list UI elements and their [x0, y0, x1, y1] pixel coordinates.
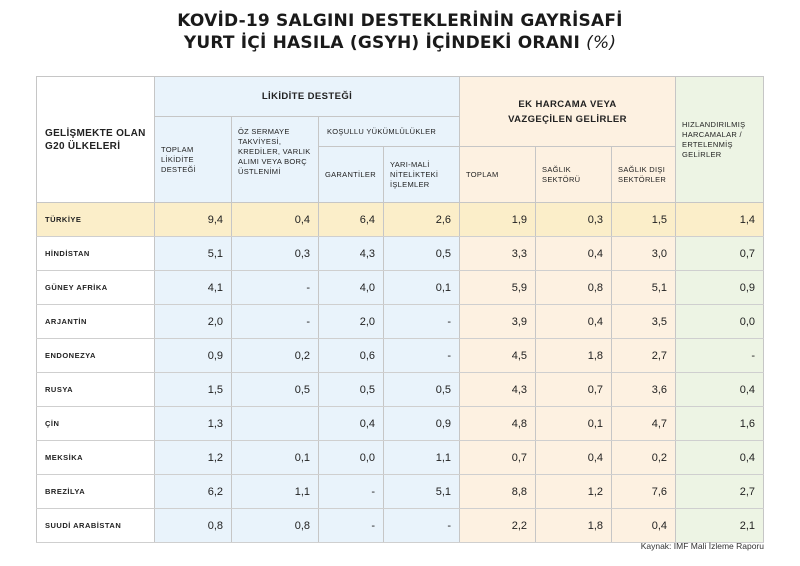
table-row — [37, 407, 764, 441]
page-title — [0, 10, 800, 54]
guarantees-cell: 0,0 — [319, 441, 384, 475]
equity-cell: 1,1 — [232, 475, 319, 509]
total-liquidity-cell: 1,2 — [155, 441, 232, 475]
non-health-header: SAĞLIK DIŞI SEKTÖRLER — [612, 147, 676, 203]
quasi-fiscal-cell: - — [384, 339, 460, 373]
spending-total-cell: 4,8 — [460, 407, 536, 441]
non-health-cell: 3,6 — [612, 373, 676, 407]
health-cell: 1,8 — [536, 339, 612, 373]
spending-group-header: EK HARCAMA VEYA VAZGEÇİLEN GELİRLER — [460, 77, 676, 147]
quasi-fiscal-cell: 2,6 — [384, 203, 460, 237]
table-row — [37, 441, 764, 475]
guarantees-cell: 0,4 — [319, 407, 384, 441]
country-cell: MEKSİKA — [37, 441, 155, 475]
spending-total-cell: 5,9 — [460, 271, 536, 305]
equity-cell: 0,3 — [232, 237, 319, 271]
spending-total-cell: 3,9 — [460, 305, 536, 339]
spending-total-cell: 4,5 — [460, 339, 536, 373]
accelerated-cell: 0,7 — [676, 237, 764, 271]
spending-total-header: TOPLAM — [460, 147, 536, 203]
guarantees-cell: 6,4 — [319, 203, 384, 237]
health-cell: 0,1 — [536, 407, 612, 441]
country-column-header: GELİŞMEKTE OLAN G20 ÜLKELERİ — [37, 77, 155, 203]
accelerated-cell: 0,4 — [676, 373, 764, 407]
country-cell: ARJANTİN — [37, 305, 155, 339]
non-health-cell: 3,0 — [612, 237, 676, 271]
guarantees-cell: 4,0 — [319, 271, 384, 305]
quasi-fiscal-cell: 5,1 — [384, 475, 460, 509]
country-cell: GÜNEY AFRİKA — [37, 271, 155, 305]
accelerated-cell: 0,9 — [676, 271, 764, 305]
total-liquidity-cell: 1,3 — [155, 407, 232, 441]
equity-cell: - — [232, 271, 319, 305]
health-cell: 0,8 — [536, 271, 612, 305]
guarantees-cell: 0,5 — [319, 373, 384, 407]
quasi-fiscal-cell: 0,9 — [384, 407, 460, 441]
health-cell: 1,2 — [536, 475, 612, 509]
contingent-group-header: KOŞULLU YÜKÜMLÜLÜKLER — [319, 117, 460, 147]
table-row — [37, 373, 764, 407]
health-cell: 0,7 — [536, 373, 612, 407]
guarantees-cell: 2,0 — [319, 305, 384, 339]
non-health-cell: 3,5 — [612, 305, 676, 339]
health-cell: 1,8 — [536, 509, 612, 543]
total-liquidity-cell: 4,1 — [155, 271, 232, 305]
accelerated-cell: - — [676, 339, 764, 373]
equity-cell: 0,8 — [232, 509, 319, 543]
quasi-fiscal-cell: - — [384, 305, 460, 339]
table-row — [37, 339, 764, 373]
non-health-cell: 4,7 — [612, 407, 676, 441]
country-cell: RUSYA — [37, 373, 155, 407]
source-note: Kaynak: IMF Mali İzleme Raporu — [640, 541, 764, 551]
total-liquidity-header: TOPLAM LİKİDİTE DESTEĞİ — [155, 117, 232, 203]
table-row — [37, 475, 764, 509]
non-health-cell: 2,7 — [612, 339, 676, 373]
table-row — [37, 509, 764, 543]
quasi-fiscal-cell: 0,1 — [384, 271, 460, 305]
country-cell: TÜRKİYE — [37, 203, 155, 237]
quasi-fiscal-cell: 0,5 — [384, 237, 460, 271]
accelerated-cell: 0,0 — [676, 305, 764, 339]
equity-cell: 0,5 — [232, 373, 319, 407]
equity-cell — [232, 407, 319, 441]
total-liquidity-cell: 9,4 — [155, 203, 232, 237]
non-health-cell: 7,6 — [612, 475, 676, 509]
quasi-fiscal-header: YARI-MALİ NİTELİKTEKİ İŞLEMLER — [384, 147, 460, 203]
title-line-1: KOVİD-19 SALGINI DESTEKLERİNİN GAYRİSAFİ — [177, 11, 623, 31]
spending-total-cell: 8,8 — [460, 475, 536, 509]
table-row — [37, 271, 764, 305]
health-cell: 0,4 — [536, 441, 612, 475]
total-liquidity-cell: 6,2 — [155, 475, 232, 509]
health-cell: 0,4 — [536, 237, 612, 271]
spending-total-cell: 0,7 — [460, 441, 536, 475]
accelerated-cell: 2,7 — [676, 475, 764, 509]
quasi-fiscal-cell: - — [384, 509, 460, 543]
guarantees-cell: - — [319, 509, 384, 543]
quasi-fiscal-cell: 1,1 — [384, 441, 460, 475]
title-unit: (%) — [586, 33, 617, 53]
data-table — [36, 76, 764, 543]
equity-cell: 0,2 — [232, 339, 319, 373]
equity-header: ÖZ SERMAYE TAKVİYESİ, KREDİLER, VARLIK ALIMI VEYA BORÇ ÜSTLENİMİ — [232, 117, 319, 203]
non-health-cell: 0,2 — [612, 441, 676, 475]
accelerated-cell: 1,4 — [676, 203, 764, 237]
guarantees-cell: 0,6 — [319, 339, 384, 373]
equity-cell: - — [232, 305, 319, 339]
table-row — [37, 237, 764, 271]
equity-cell: 0,4 — [232, 203, 319, 237]
accelerated-cell: 2,1 — [676, 509, 764, 543]
country-cell: ÇİN — [37, 407, 155, 441]
country-cell: BREZİLYA — [37, 475, 155, 509]
non-health-cell: 0,4 — [612, 509, 676, 543]
guarantees-cell: - — [319, 475, 384, 509]
liquidity-group-header: LİKİDİTE DESTEĞİ — [155, 77, 460, 117]
quasi-fiscal-cell: 0,5 — [384, 373, 460, 407]
accelerated-cell: 0,4 — [676, 441, 764, 475]
spending-total-cell: 2,2 — [460, 509, 536, 543]
country-cell: SUUDİ ARABİSTAN — [37, 509, 155, 543]
equity-cell: 0,1 — [232, 441, 319, 475]
table-row — [37, 305, 764, 339]
guarantees-header: GARANTİLER — [319, 147, 384, 203]
health-header: SAĞLIK SEKTÖRÜ — [536, 147, 612, 203]
non-health-cell: 5,1 — [612, 271, 676, 305]
total-liquidity-cell: 5,1 — [155, 237, 232, 271]
spending-total-cell: 4,3 — [460, 373, 536, 407]
non-health-cell: 1,5 — [612, 203, 676, 237]
accelerated-header: HIZLANDIRILMIŞ HARCAMALAR / ERTELENMİŞ GELİRLER — [676, 77, 764, 203]
country-cell: ENDONEZYA — [37, 339, 155, 373]
spending-total-cell: 3,3 — [460, 237, 536, 271]
title-line-2 — [0, 32, 800, 54]
table-body — [37, 203, 764, 543]
total-liquidity-cell: 1,5 — [155, 373, 232, 407]
country-cell: HİNDİSTAN — [37, 237, 155, 271]
health-cell: 0,4 — [536, 305, 612, 339]
health-cell: 0,3 — [536, 203, 612, 237]
accelerated-cell: 1,6 — [676, 407, 764, 441]
total-liquidity-cell: 2,0 — [155, 305, 232, 339]
total-liquidity-cell: 0,9 — [155, 339, 232, 373]
spending-total-cell: 1,9 — [460, 203, 536, 237]
table-row — [37, 203, 764, 237]
title-line-2-text: YURT İÇİ HASILA (GSYH) İÇİNDEKİ ORANI — [183, 33, 581, 53]
guarantees-cell: 4,3 — [319, 237, 384, 271]
total-liquidity-cell: 0,8 — [155, 509, 232, 543]
